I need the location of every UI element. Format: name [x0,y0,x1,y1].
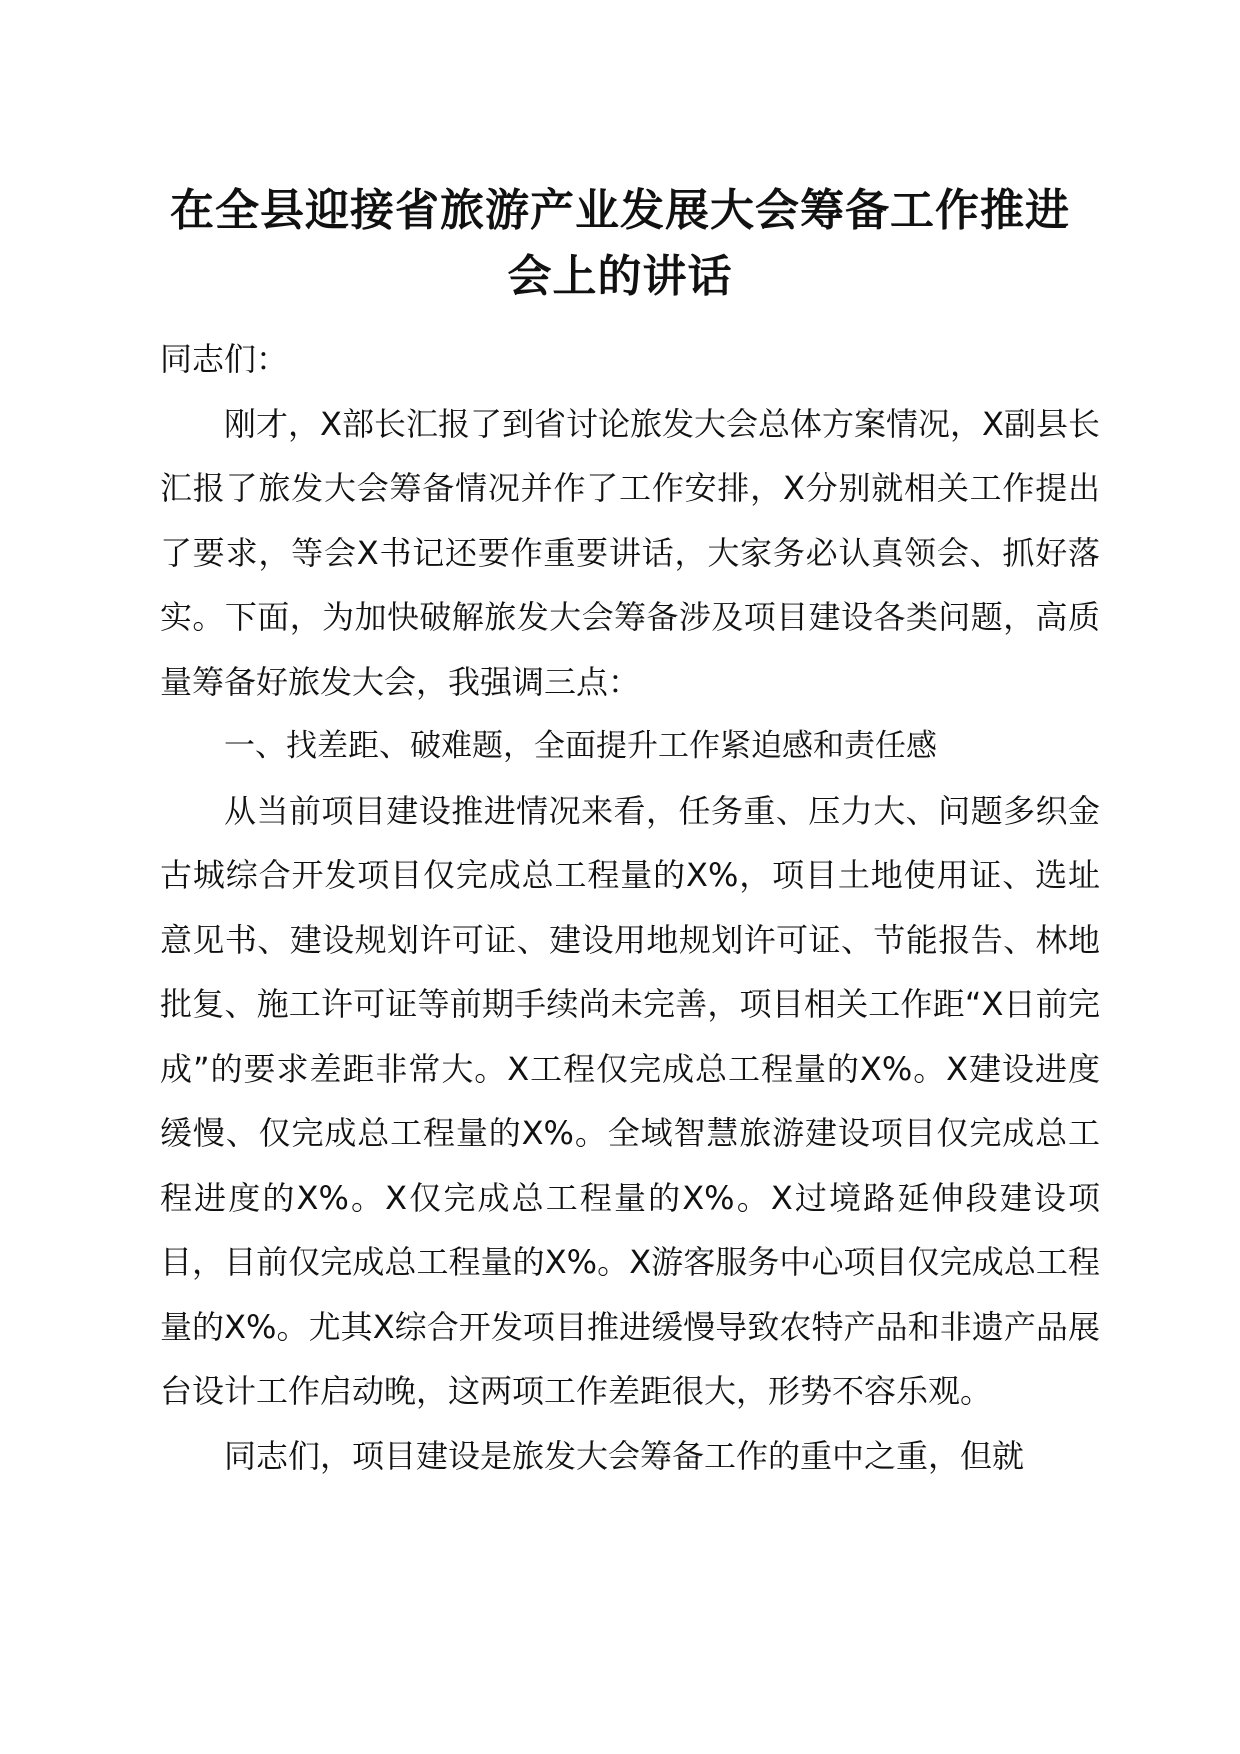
document-body [160,327,1100,1488]
salutation: 同志们： [160,340,289,378]
section-1-heading: 一、找差距、破难题，全面提升工作紧迫感和责任感 [224,728,937,764]
paragraph-3: 同志们，项目建设是旅发大会筹备工作的重中之重，但就 [224,1436,1025,1475]
title-line-2: 会上的讲话 [507,251,733,302]
title-line-1: 在全县迎接省旅游产业发展大会筹备工作推进 [170,185,1070,236]
document-title [150,178,1090,310]
paragraph-1: 刚才，X部长汇报了到省讨论旅发大会总体方案情况，X副县长汇报了旅发大会筹备情况并作了工作安排，X分别就相关工作提出了要求，等会X书记还要作重要讲话，大家务必认真领会、抓好落实。下面，为加快破解旅发大会筹备涉及项目建设各类问题，高质量筹备好旅发大会，我强调三点： [160,404,1100,701]
paragraph-2: 从当前项目建设推进情况来看，任务重、压力大、问题多织金古城综合开发项目仅完成总工程量的X%，项目土地使用证、选址意见书、建设规划许可证、建设用地规划许可证、节能报告、林地批复、施工许可证等前期手续尚未完善，项目相关工作距“X日前完成”的要求差距非常大。X工程仅完成总工程量的X%。X建设进度缓慢、仅完成总工程量的X%。全域智慧旅游建设项目仅完成总工程进度的X%。X仅完成总工程量的X%。X过境路延伸段建设项目，目前仅完成总工程量的X%。X游客服务中心项目仅完成总工程量的X%。尤其X综合开发项目推进缓慢导致农特产品和非遗产品展台设计工作启动晚，这两项工作差距很大，形势不容乐观。 [160,791,1100,1410]
